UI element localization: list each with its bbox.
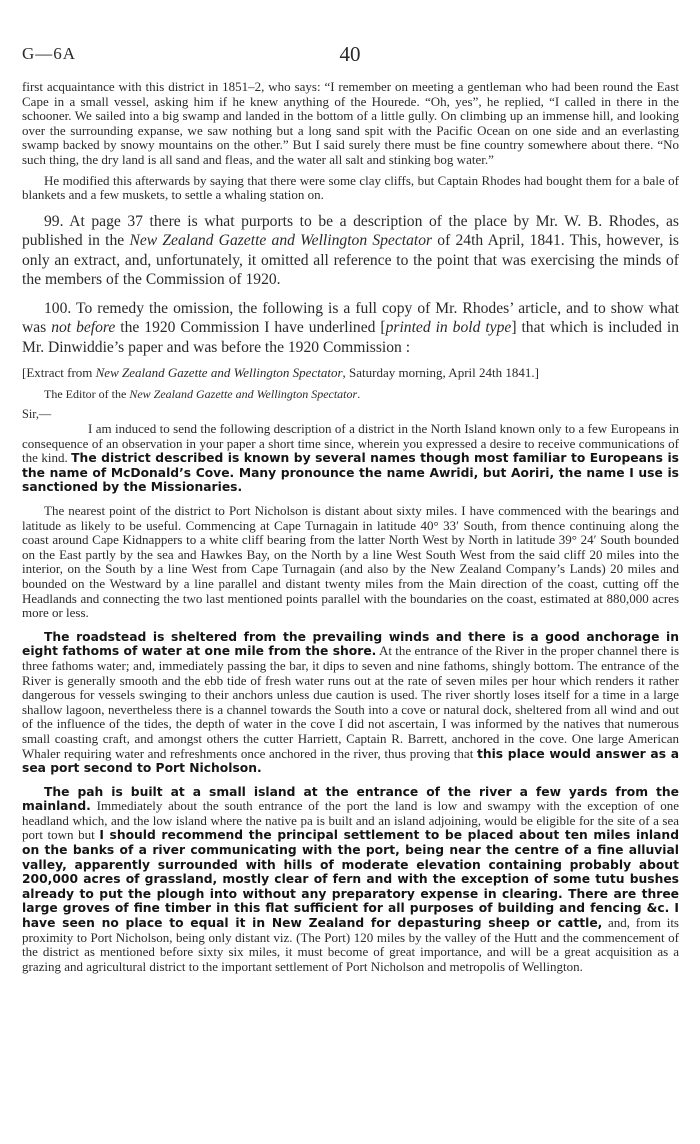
text-run: He modified this afterwards by saying that there were some clay cliffs, but Captain Rhodes had bought them for a bale of blankets and a few muskets, to settle a whaling station on. — [22, 172, 679, 203]
letter-paragraph-4 — [22, 785, 679, 975]
document-body — [22, 80, 679, 974]
italic-text-run: printed in bold type — [385, 319, 512, 337]
text-run: The nearest point of the district to Port Nicholson is distant about sixty miles. I have commenced with the bearings and latitude as likely to be useful. Commencing at Cape Turnagain in latitude 40° 33′ South, from thence continuing along the coast around Cape Kidnappers to a white cliff bearing from the latter North West by North in latitude 39° 24′ South bounded on the East partly by the sea and Hawkes Bay, on the North by a line West South West from the said cliff 20 miles into the interior, on the South by a line West from Cape Turnagain (and also by the New Zealand Company’s Lands) 20 miles and bounded on the Westward by a line parallel and distant twenty miles from the Main direction of the coast, cutting off the Headlands and connecting the two last mentioned points parallel with the boundaries on the coast, estimated at 880,000 acres more or less. — [22, 503, 679, 621]
paragraph-modified — [22, 174, 679, 203]
text-run: Sir,— — [22, 407, 52, 422]
text-run: of 24th April, 1841. This, however, is only an extract, and, unfortunately, it omitted all reference to the point that was exercising the minds of the members of the Commission of 1920. — [22, 232, 679, 289]
text-run: first acquaintance with this district in 1851–2, who says: “I remember on meeting a gentleman who had been round the East Cape in a small vessel, asking him if he knew anything of the Hourede. “Oh, yes”, he replied, “I called in there in the schooner. We sailed into a big swamp and landed in the bottom of a little gully. On climbing up an immense hill, and looking over the surrounding expanse, we saw nothing but a long sand spit with the Pacific Ocean on one side and an everlasting swamp backed by snowy mountains on the other.” But I said surely there must be fine country somewhere about there. “No such thing, the dry land is all sand and fleas, and the water all salt and stinking bog water.” — [22, 79, 679, 167]
text-run: the 1920 Commission I have underlined [ — [115, 319, 386, 337]
italic-text-run: New Zealand Gazette and Wellington Spectator — [129, 232, 433, 250]
editor-address — [22, 387, 679, 402]
letter-paragraph-3 — [22, 630, 679, 776]
paragraph-100 — [22, 299, 679, 358]
text-run: 100. To remedy the omission, the following is a full copy of Mr. Rhodes’ article, and to show what was — [22, 299, 679, 337]
paragraph-intro-quote — [22, 80, 679, 168]
text-run: 99. At page 37 there is what purports to be a description of the place by Mr. W. B. Rhodes, as published in the — [22, 212, 679, 250]
text-run: , Saturday morning, April 24th 1841.] — [342, 365, 539, 381]
text-run: At the entrance of the River in the proper channel there is three fathoms water; and, immediately passing the bar, it dips to seven and nine fathoms, shingly bottom. The entrance of the River is generally smooth and the ebb tide of fresh water runs out at the rate of seven miles per hour which renders it rather dangerous for vessels swinging to their anchors unless due caution is used. The river shortly loses itself for a time in a large shallow lagoon, nevertheless there is a channel towards the South into a cove or natural dock, sheltered from all wind and out of the influence of the tides, the depth of water in the cove I did not ascertain, I was informed by the natives that numerous small coasting craft, and amongst others the cutter Harriett, Captain R. Barrett, anchored in the cove. One large American Whaler requiring water and refreshments once anchored in the river, thus proving that — [22, 643, 680, 761]
bold-text-run: The roadstead is sheltered from the prevailing winds and there is a good anchorage in eight fathoms of water at one mile from the shore. — [22, 629, 679, 659]
text-run: Immediately about the south entrance of the port the land is low and swampy with the exception of one headland which, and the low island where the native pa is built and an island adjoining, would be eligible for the site of a sea port town but — [22, 798, 679, 843]
italic-text-run: New Zealand Gazette and Wellington Spectator — [129, 386, 358, 401]
paragraph-99 — [22, 212, 679, 290]
bold-text-run: this place would answer as a sea port second to Port Nicholson. — [22, 746, 679, 776]
text-run: I am induced to send the following description of a district in the North Island known only to a few Europeans in consequence of an observation in your paper a short time since, wherein you expressed a desire to receive communications of the kind. — [22, 421, 679, 466]
bold-text-run: The district described is known by several names though most familiar to Europeans is the name of McDonald’s Cove. Many pronounce the name Awridi, but Aoriri, the name I use is sanctioned by the Missionaries. — [22, 451, 679, 495]
text-run: [Extract from — [22, 365, 96, 381]
extract-heading — [22, 366, 679, 381]
text-run: and, from its proximity to Port Nicholson, being only distant viz. (The Port) 120 miles by the valley of the Hutt and the commencement of the district as mentioned before sixty six miles, it must become of great importance, and will be a great acquisition as a grazing and agricultural district to the important settlement of Port Nicholson and metropolis of Wellington. — [22, 915, 679, 974]
salutation — [22, 407, 679, 422]
letter-paragraph-1 — [22, 422, 679, 495]
page-number: 40 — [339, 42, 361, 66]
text-run: . — [357, 386, 361, 401]
bold-text-run: The pah is built at a small island at the entrance of the river a few yards from the mainland. — [22, 784, 679, 814]
document-identifier: G—6A — [22, 44, 77, 63]
page-header — [22, 42, 678, 64]
letter-paragraph-2 — [22, 504, 679, 621]
text-run: ] that which is included in Mr. Dinwiddie’s paper and was before the 1920 Commission : — [22, 319, 679, 356]
text-run: The Editor of the — [44, 386, 130, 401]
italic-text-run: New Zealand Gazette and Wellington Spectator — [95, 365, 343, 381]
bold-text-run: I should recommend the principal settlement to be placed about ten miles inland on the banks of a river communicating with the port, being near the centre of a fine alluvial valley, apparently surrounded with hills of moderate elevation containing probably about 200,000 acres of grassland, mostly clear of fern and with the exception of some tutu bushes already to put the plough into without any preparatory expense in clearing. There are three large groves of fine timber in this flat sufficient for all purposes of building and fencing &c. I have seen no place to equal it in New Zealand for depasturing sheep or cattle, — [22, 828, 679, 931]
italic-text-run: not before — [51, 319, 116, 337]
